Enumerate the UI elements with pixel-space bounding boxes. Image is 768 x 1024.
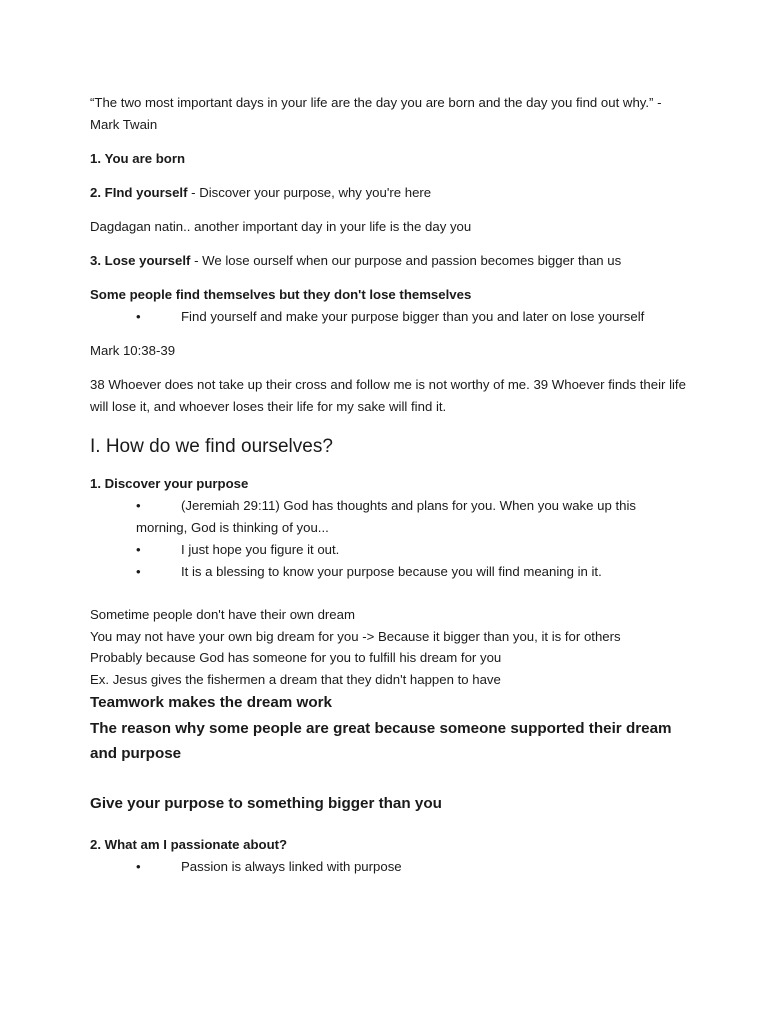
point-1-label: You are born <box>104 151 186 166</box>
bullet-icon: • <box>136 498 141 513</box>
point-3-text: - We lose ourself when our purpose and passion becomes bigger than us <box>190 253 622 268</box>
point-3 <box>90 250 690 272</box>
some-people-line: Some people find themselves but they don't lose themselves <box>90 287 472 302</box>
reason-heading: The reason why some people are great because someone supported their dream and purpose <box>90 720 672 763</box>
document-page <box>90 92 690 878</box>
list-item: • Find yourself and make your purpose bigger than you and later on lose yourself <box>136 306 690 328</box>
bullet-icon: • <box>136 542 141 557</box>
verse-reference: Mark 10:38-39 <box>90 343 176 358</box>
point-3-label: 3. Lose yourself <box>90 253 191 268</box>
mark-twain-quote: “The two most important days in your life are the day you are born and the day you find out why.” -Mark Twain <box>90 95 662 132</box>
bullet-icon: • <box>136 564 141 579</box>
bullet-list-1 <box>90 306 690 328</box>
list-item: • I just hope you figure it out. <box>136 539 690 561</box>
subheading-discover: 1. Discover your purpose <box>90 476 249 491</box>
point-1 <box>90 148 690 170</box>
point-2 <box>90 182 690 204</box>
list-item: • It is a blessing to know your purpose because you will find meaning in it. <box>136 561 690 583</box>
subheading-passionate: 2. What am I passionate about? <box>90 837 288 853</box>
bullet-icon: • <box>136 859 141 875</box>
point-2-label: 2. FInd yourself <box>90 185 188 200</box>
give-purpose-heading: Give your purpose to something bigger than you <box>90 795 442 813</box>
point-1-number: 1. <box>90 151 101 166</box>
dream-lines <box>90 604 690 690</box>
teamwork-heading: Teamwork makes the dream work <box>90 694 332 712</box>
dream-line: Sometime people don't have their own dream <box>90 607 355 622</box>
verse-text: 38 Whoever does not take up their cross and follow me is not worthy of me. 39 Whoever finds their life will lose it, and whoever loses their life for my sake will find it. <box>90 377 686 414</box>
bullet-list-2 <box>90 495 690 583</box>
dagdagan-line: Dagdagan natin.. another important day in your life is the day you <box>90 219 472 234</box>
dream-line: You may not have your own big dream for you -> Because it bigger than you, it is for others <box>90 628 621 644</box>
bullet-list-3 <box>90 856 690 878</box>
list-item: • Passion is always linked with purpose <box>136 856 690 878</box>
point-2-text: - Discover your purpose, why you're here <box>187 185 432 200</box>
list-item: • (Jeremiah 29:11) God has thoughts and plans for you. When you wake up this morning, God is thinking of you... <box>136 495 690 539</box>
dream-line: Probably because God has someone for you to fulfill his dream for you <box>90 650 502 666</box>
dream-line: Ex. Jesus gives the fishermen a dream that they didn't happen to have <box>90 671 501 687</box>
section-heading: I. How do we find ourselves? <box>90 436 333 457</box>
bullet-icon: • <box>136 309 141 324</box>
